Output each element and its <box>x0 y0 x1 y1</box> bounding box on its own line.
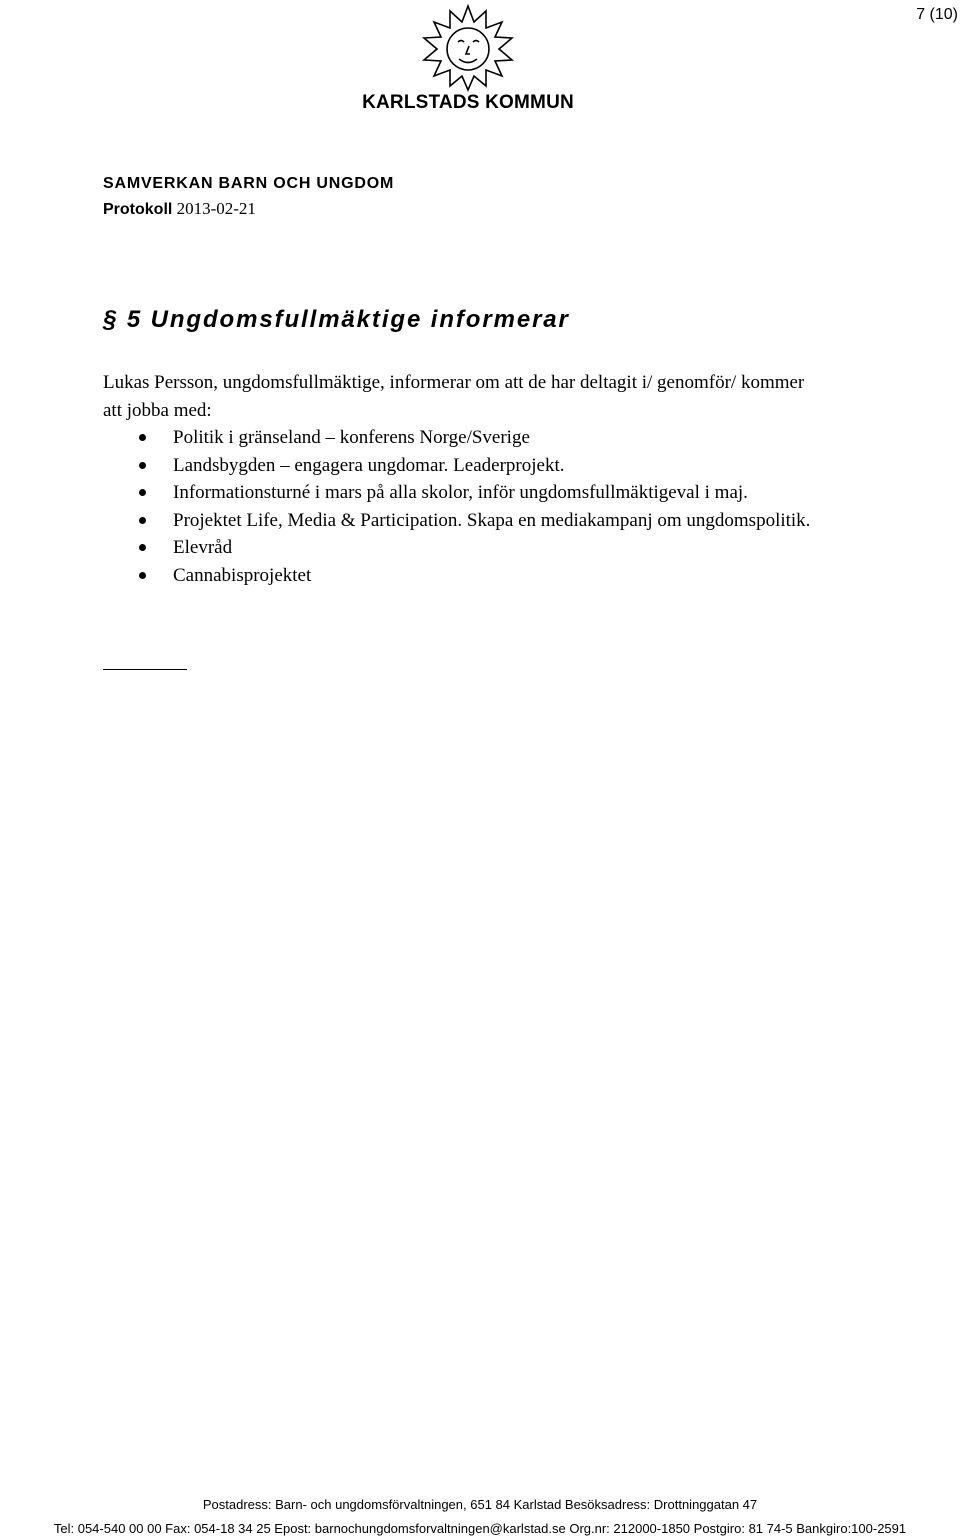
bullet-icon <box>139 572 146 579</box>
intro-paragraph: Lukas Persson, ungdomsfullmäktige, informerar om att de har deltagit i/ genomför/ kommer att jobba med: <box>103 372 805 421</box>
list-item <box>103 424 833 452</box>
bullet-icon <box>139 462 146 469</box>
protocol-line <box>103 199 256 219</box>
logo-text: KARLSTADS KOMMUN <box>362 92 574 113</box>
section-title: 5 Ungdomsfullmäktige informerar <box>126 306 570 333</box>
list-item-text: Landsbygden – engagera ungdomar. Leaderprojekt. <box>173 454 565 476</box>
protocol-date: 2013-02-21 <box>176 199 256 218</box>
section-heading <box>103 306 570 334</box>
list-item-text: Politik i gränseland – konferens Norge/Sverige <box>173 427 530 448</box>
bullet-list <box>103 424 833 589</box>
list-item <box>103 507 833 535</box>
bullet-icon <box>139 544 146 551</box>
bullet-icon <box>139 489 146 496</box>
list-item-text: Informationsturné i mars på alla skolor, inför ungdomsfullmäktigeval i maj. <box>173 482 748 503</box>
list-item <box>103 534 833 562</box>
karlstads-kommun-logo <box>348 4 588 114</box>
footer-address: Postadress: Barn- och ungdomsförvaltningen, 651 84 Karlstad Besöksadress: Drottninggatan 47 <box>202 1497 758 1512</box>
list-item <box>103 479 833 507</box>
footer-contact: Tel: 054-540 00 00 Fax: 054-18 34 25 Epost: barnochungdomsforvaltningen@karlstad.se Org.nr: 212000-1850 Postgiro: 81 74-5 Bankgiro:100-2591 <box>53 1521 907 1536</box>
list-item <box>103 452 833 480</box>
protocol-label: Protokoll <box>103 201 173 218</box>
page-number: 7 (10) <box>916 6 958 23</box>
list-item <box>103 562 833 590</box>
list-item-text: Elevråd <box>173 537 233 558</box>
list-item-text: Cannabisprojektet <box>173 564 312 586</box>
bullet-icon <box>139 434 146 441</box>
sun-face-icon <box>420 4 516 92</box>
department-name: SAMVERKAN BARN OCH UNGDOM <box>103 175 395 192</box>
section-symbol: § <box>103 306 119 333</box>
footnote-separator <box>103 669 187 670</box>
list-item-text: Projektet Life, Media & Participation. Skapa en mediakampanj om ungdomspolitik. <box>173 509 811 531</box>
bullet-icon <box>139 517 146 524</box>
